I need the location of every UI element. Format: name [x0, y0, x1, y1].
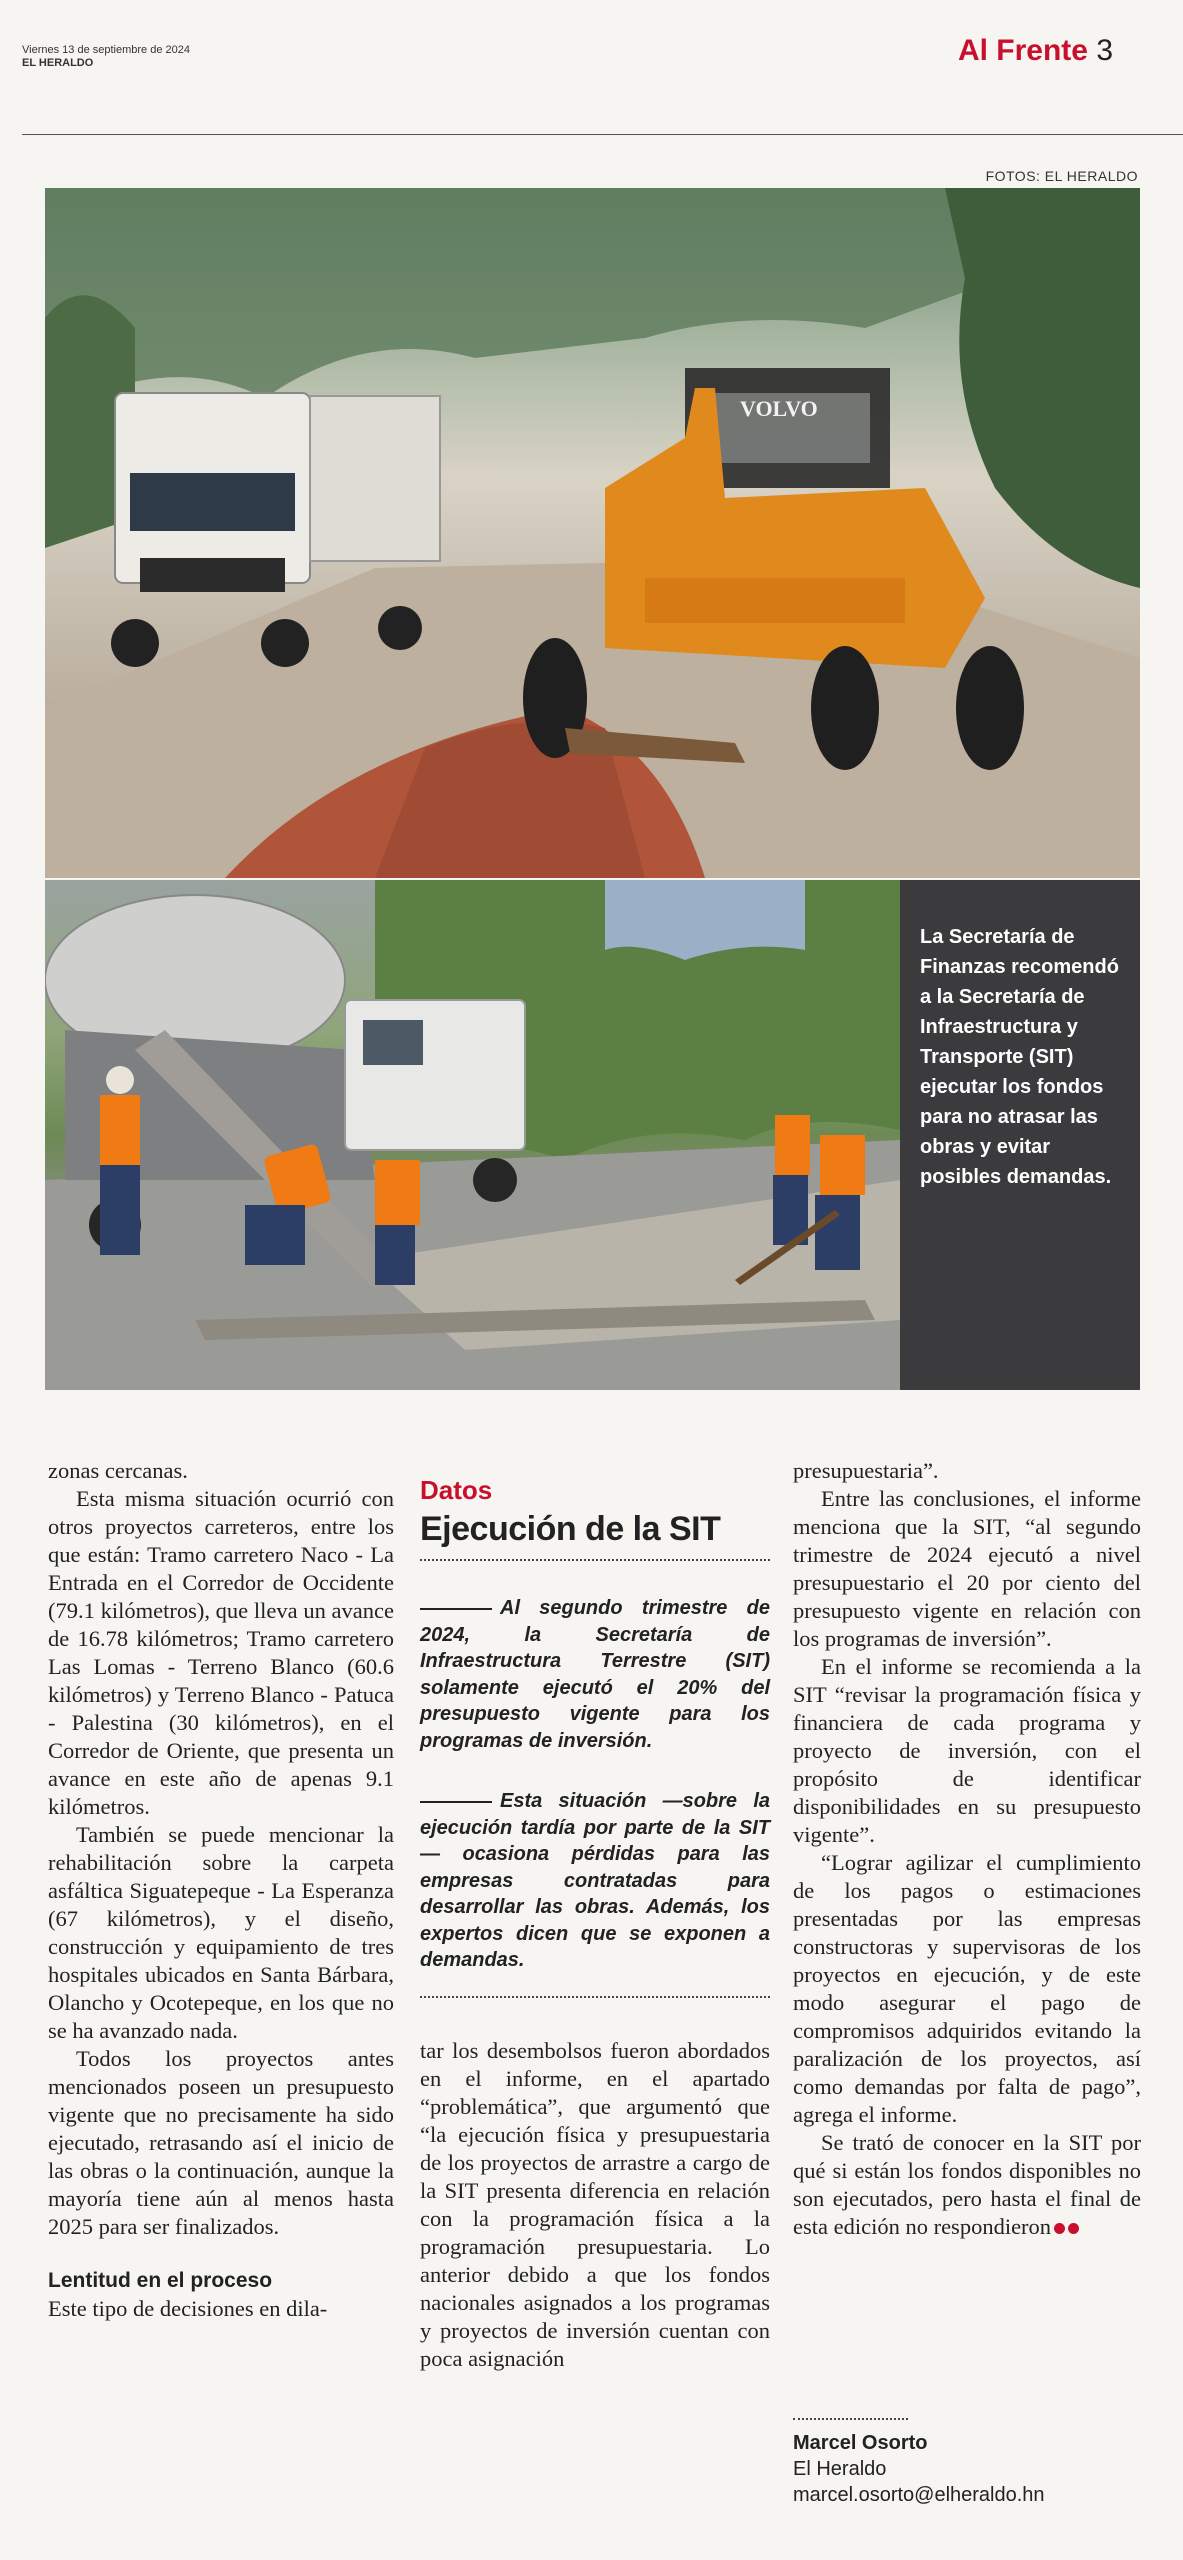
photo-caption-box — [900, 880, 1140, 1390]
article-paragraph: “Lograr agilizar el cumplimiento de los pagos o estimaciones presentadas por las empresas constructoras y supervisoras de los proyectos en ejecución, y de este modo asegurar el pago de compromisos adquiridos evitando la paralización de los proyectos, así como demandas por falta de pago”, agrega el informe. — [793, 1850, 1141, 2127]
author-publication: El Heraldo — [793, 2458, 887, 2480]
article-paragraph: También se puede mencionar la rehabilitación sobre la carpeta asfáltica Siguatepeque - La Esperanza (67 kilómetros), y el diseño, construcción y equipamiento de tres hospitales ubicados en Santa Bárbara, Olancho y Ocotepeque, en los que no se ha avanzado nada. — [48, 1822, 394, 2043]
article-paragraph: En el informe se recomienda a la SIT “revisar la programación física y financiera de cada programa y proyecto de inversión, con el propósito de identificar disponibilidades en su presupuesto vigente”. — [793, 1654, 1141, 1847]
end-mark-icon — [1068, 2223, 1079, 2234]
grader-brand-label: VOLVO — [740, 396, 818, 421]
concrete-works-photo — [45, 880, 900, 1390]
photo-credit: FOTOS: EL HERALDO — [985, 168, 1138, 184]
article-paragraph: Todos los proyectos antes mencionados poseen un presupuesto vigente que no precisamente ha sido ejecutado, retrasando así el inicio de las obras o la continuación, aunque la mayoría tiene aún al menos hasta 2025 para ser finalizados. — [48, 2046, 394, 2239]
datos-item-text: Esta situación —sobre la ejecución tardía por parte de la SIT— ocasiona pérdidas para las empresas contratadas para desarrollar las obras. Además, los expertos dicen que se exponen a demandas. — [420, 1790, 770, 1971]
page-number: 3 — [1096, 34, 1113, 67]
page-header-left — [22, 44, 190, 70]
section-name: Al Frente — [957, 34, 1088, 67]
article-column-1 — [48, 1457, 394, 2323]
dash-bullet-icon — [420, 1608, 492, 1610]
datos-kicker: Datos — [420, 1475, 493, 1505]
article-paragraph: Entre las conclusiones, el informe menciona que la SIT, “al segundo trimestre de 2024 ejecutó a nivel presupuestario el 20 por ciento del presupuesto vigente en relación con los programas de inversión”. — [793, 1486, 1141, 1651]
datos-item — [420, 1595, 770, 1754]
road-works-photo-top — [45, 188, 1140, 878]
article-column-3 — [793, 1457, 1141, 2241]
article-column-2 — [420, 2037, 770, 2373]
end-mark-icon — [1054, 2223, 1065, 2234]
author-name: Marcel Osorto — [793, 2432, 928, 2454]
section-header — [958, 34, 1113, 68]
concrete-works-photo-illustration — [45, 880, 900, 1390]
article-subhead: Lentitud en el proceso — [48, 2269, 273, 2292]
article-paragraph: tar los desembolsos fueron abordados en el informe, en el apartado “problemática”, que argumentó que “la ejecución física y presupuestaria de los proyectos de arrastre a cargo de la SIT presenta diferencia en relación con la programación física a la programación presupuestaria. Lo anterior debido a que los fondos nacionales asignados a los programas y proyectos de inversión cuentan con poca asignación — [420, 2038, 770, 2371]
road-works-photo-top-illustration — [45, 188, 1140, 878]
article-paragraph — [793, 2129, 1141, 2241]
dash-bullet-icon — [420, 1801, 492, 1803]
datos-item-text: Al segundo trimestre de 2024, la Secretaría de Infraestructura Terrestre (SIT) solamente ejecutó el 20% del presupuesto vigente para los programas de inversión. — [420, 1597, 770, 1752]
header-divider — [22, 134, 1183, 135]
author-signature — [793, 2418, 1141, 2508]
article-paragraph: Este tipo de decisiones en dila- — [48, 2296, 328, 2321]
article-paragraph: Esta misma situación ocurrió con otros proyectos carreteros, entre los que están: Tramo carretero Naco - La Entrada en el Corredor de Occidente (79.1 kilómetros), que lleva un avance de 16.78 kilómetros; Tramo carretero Las Lomas - Terreno Blanco (60.6 kilómetros) y Terreno Blanco - Patuca - Palestina (30 kilómetros), en el Corredor de Oriente, que presenta un avance en este año de apenas 9.1 kilómetros. — [48, 1486, 394, 1819]
issue-date: Viernes 13 de septiembre de 2024 — [22, 44, 190, 56]
datos-divider — [420, 1996, 770, 1998]
signature-divider — [793, 2418, 908, 2420]
article-paragraph: presupuestaria”. — [793, 1458, 939, 1483]
datos-divider — [420, 1559, 770, 1561]
datos-sidebar — [420, 1475, 770, 1998]
article-final-text: Se trató de conocer en la SIT por qué si están los fondos disponibles no son ejecutados, pero hasta el final de esta edición no respondieron — [793, 2130, 1141, 2239]
photo-caption-text: La Secretaría de Finanzas recomendó a la Secretaría de Infraestructura y Transporte (SIT) ejecutar los fondos para no atrasar las obras y evitar posibles demandas. — [920, 926, 1119, 1188]
publication-name: EL HERALDO — [22, 57, 94, 69]
article-paragraph: zonas cercanas. — [48, 1458, 188, 1483]
datos-title: Ejecución de la SIT — [420, 1510, 721, 1548]
datos-item — [420, 1788, 770, 1974]
author-email: marcel.osorto@elheraldo.hn — [793, 2484, 1045, 2506]
